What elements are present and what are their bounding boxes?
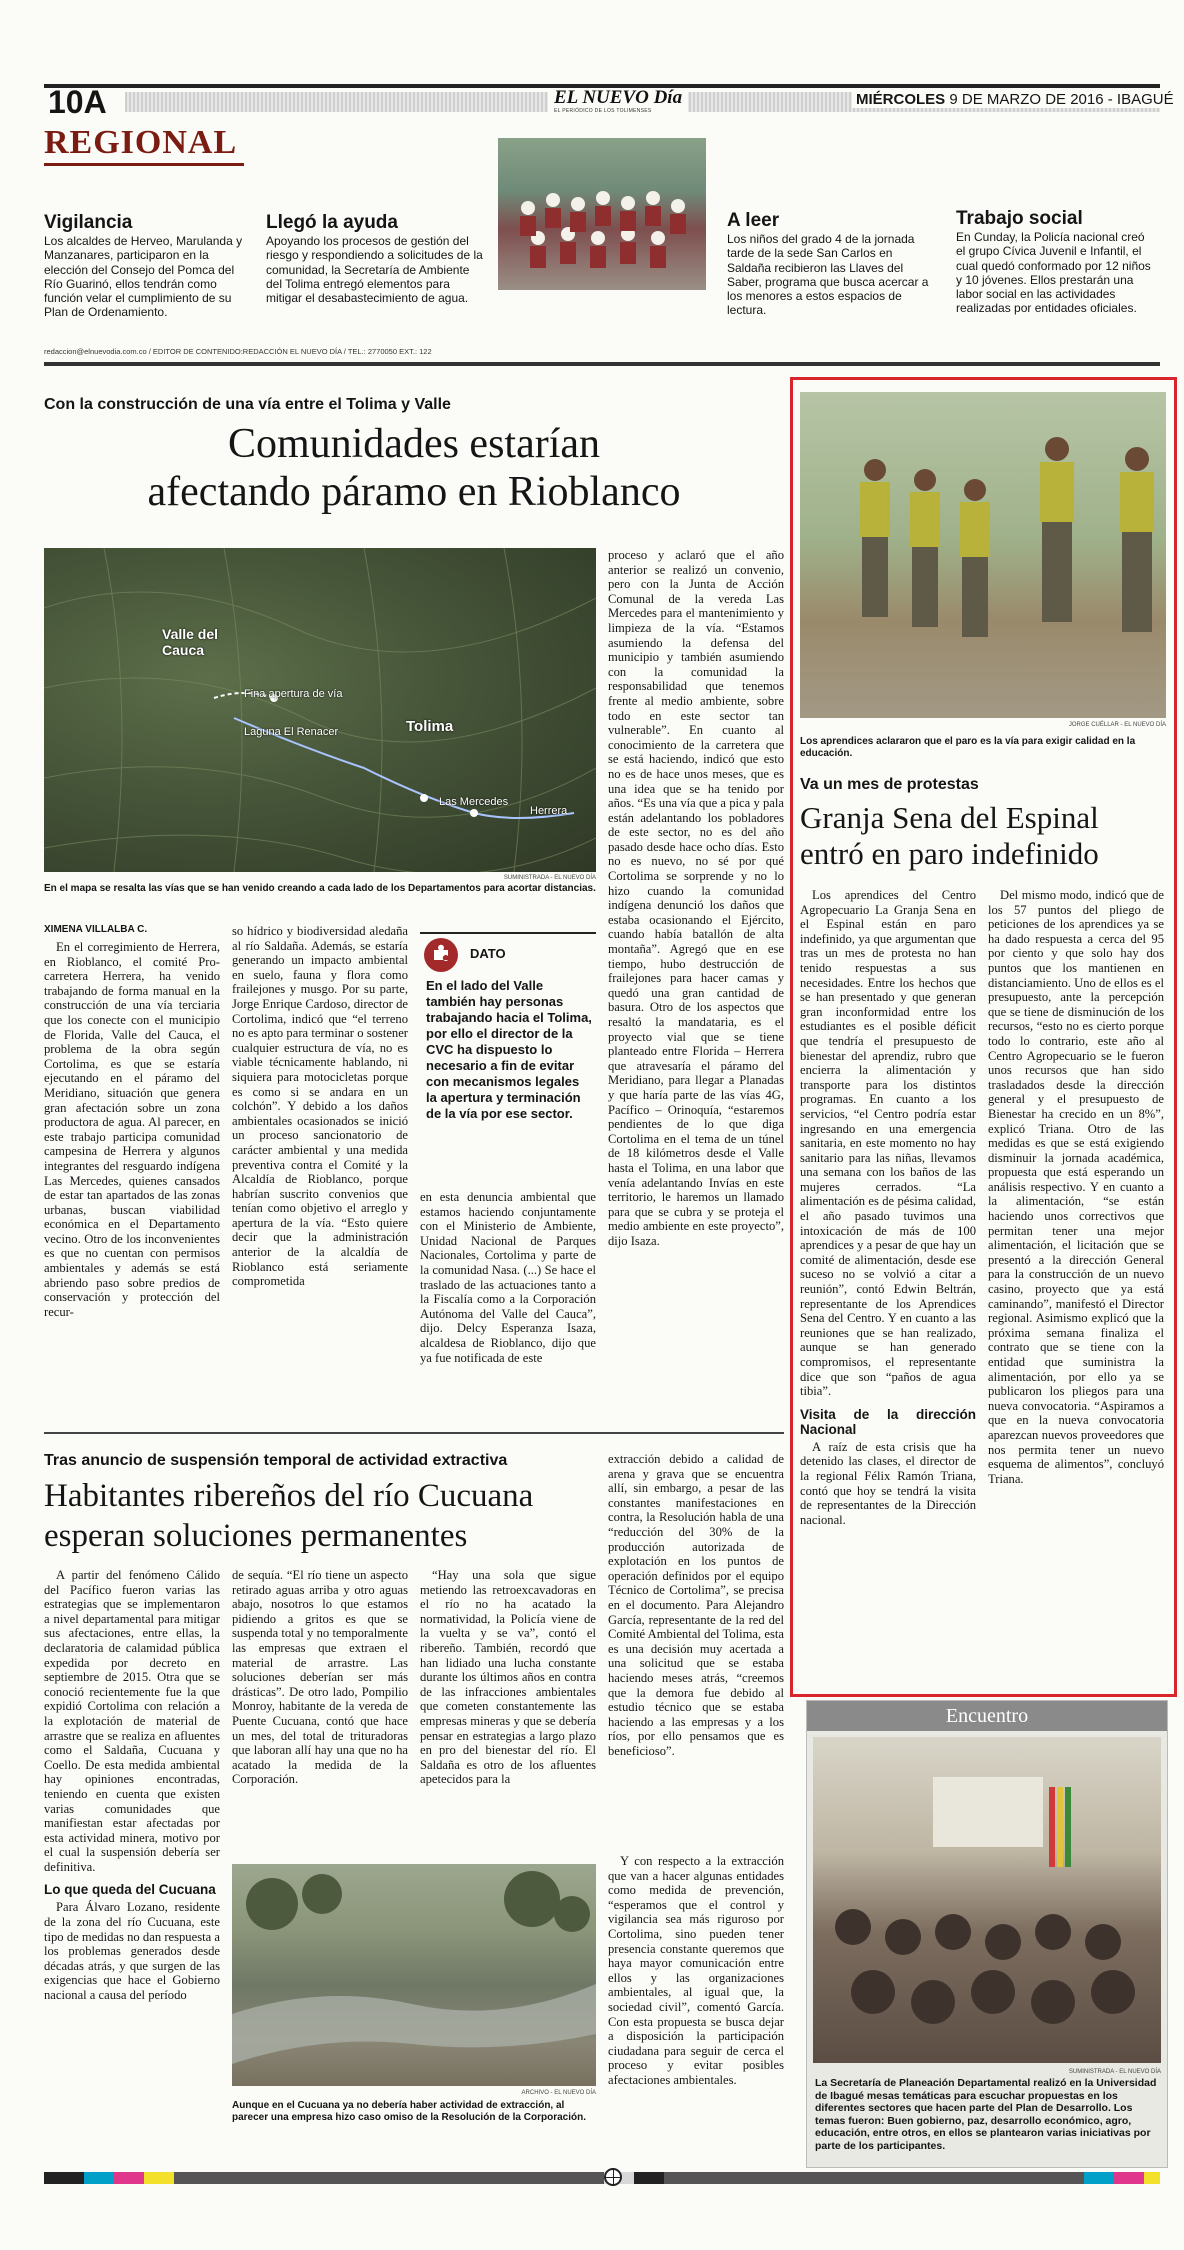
article1-col4-text: proceso y aclaró que el año anterior se realizó un convenio, pero con la Junta de Acción Comunal de la vereda Las Mercedes para el mantenimiento y limpieza de la vía. “Estamos asumiendo la defensa del municipio y también asumiendo con la comunidad la responsabilidad que tenemos frente al medio ambiente, sobre todo en este sector tan vulnerable”. En cuanto al conocimiento de la carretera que se está haciendo, indicó que esto no es de hace unos meses, que es una idea que se ha tenido por años. “Es una vía que a pica y pala están adelantando los pobladores de este sector, no es del año pasado desde hace ocho días. Esto no es nuevo, no sé por qué Cortolima se sorprende y no lo hizo cuando la comunidad indígena denunció los daños que estaba ocasionando el Ejército, cuando había batallón de alta montaña”. Agregó que en ese tiempo, hubo destrucción de frailejones para hacer camas y quedó una gran cantidad de basura. Otro de los aspectos que resaltó la mandataria, es el proyecto vial que se tiene planteado entre Florida – Herrera que atravesaría el páramo del Meridiano, para llegar a Planadas y que haría parte de las vías 4G, Pacífico – Orinoquía, “estaremos pendientes de lo que diga Cortolima en el tema de un túnel de 18 kilómetros desde el Valle hasta el Tolima, en una labor que venía adelantando Invías en este territorio, le haremos un llamado para que se cubra y se proteja el medio ambiente en este proyecto”, dijo Isaza. — [608, 548, 784, 1248]
map-label-mercedes: Las Mercedes — [439, 796, 509, 808]
header-bottom-rule — [44, 362, 1160, 366]
children-group-photo — [498, 138, 706, 290]
map-label-tolima: Tolima — [406, 718, 454, 735]
article3-kicker: Tras anuncio de suspensión temporal de actividad extractiva — [44, 1452, 508, 1469]
river-photo-caption: Aunque en el Cucuana ya no debería haber actividad de extracción, al parecer una empresa hizo caso omiso de la Resolución de la Corporación. — [232, 2100, 586, 2123]
encuentro-box — [806, 1700, 1168, 2168]
article1-column-3 — [420, 1190, 596, 1367]
article3-column-1 — [44, 1568, 220, 2005]
article1-kicker: Con la construcción de una vía entre el Tolima y Valle — [44, 396, 451, 413]
article1-headline-line2: afectando páramo en Rioblanco — [147, 469, 681, 515]
article1-col3-text: en esta denuncia ambiental que estamos haciendo conjuntamente con el Ministerio de Ambiente, Unidad Nacional de Parques Nacionales, Cortolima y parte de la comunidad Nasa. (...) Se hace el traslado de las actuaciones tanto a la Fiscalía como a la Corporación Autónoma del Valle del Cauca”, dijo. Delcy Esperanza Isaza, alcaldesa de Rioblanco, dijo que ya fue notificada de este — [420, 1190, 596, 1365]
article1-col1-text: En el corregimiento de Herrera, en Rioblanco, el comité Pro-carretera Herrera, ha venido trabajando de forma manual en la construcción de una vía terciaria que los conecte con el municipio de Florida, Valle del Cauca, el problema de la obra según Cortolima, es que se estaría ejecutando en el páramo del Meridiano, situación que genera gran afectación sobre un zona productora de agua. Al parecer, en este trabajo participa comunidad campesina de Herrera y algunos integrantes del resguardo indígena Las Mercedes, quienes cansados de estar tan apartados de las zonas urbanas, buscan viabilidad económica en el Departamento vecino. Otro de los inconvenientes es que no cuentan con permisos ambientales y además se está abriendo paso sobre predios de conservación y protección del recur- — [44, 940, 220, 1319]
map-label-herrera: Herrera — [530, 805, 568, 817]
article2-column-2 — [988, 888, 1164, 1488]
article3-col3-text: “Hay una sola que sigue metiendo las retroexcavadoras en el río no ha acatado la normatividad, la Policía viene de la vuelta y se va”, contó el ribereño. También, recordó que han lidiado una lucha constante durante los últimos años en contra de las infracciones ambientales que cometen constantemente las empresas mineras y que se debería pensar en estrategias a largo plazo en pro del bienestar del río. El Saldaña es otro de los afluentes apetecidos para la — [420, 1568, 596, 1787]
students-photo-caption: Los aprendices aclararon que el paro es la vía para exigir calidad en la educación. — [800, 736, 1136, 759]
brief-llego-la-ayuda — [266, 212, 486, 305]
dato-title: DATO — [470, 946, 506, 961]
brief-title: A leer — [727, 210, 780, 231]
registration-mark-icon — [604, 2168, 622, 2186]
article2-col1-text: Los aprendices del Centro Agropecuario La Granja Sena en el Espinal están en paro indefinido, ya que argumentan que tras un mes de protesta no han tenido respuestas a sus necesidades. Entre los hechos que se han presentado y que generan gran inconformidad entre los estudiantes es el posible déficit que tendría el presupuesto de bienestar del aprendiz, rubro que encierra la alimentación y transporte para los distintos programas. En cuanto a los servicios, “el Centro podría estar ingresando en una emergencia sanitaria, en este momento no hay sanitario para las niñas, llevamos una semana con los baños de las mujeres cerrados. “La alimentación es de pésima calidad, el año pasado tuvimos una intoxicación de más de 100 aprendices y a pesar de que hay un comité de alimentación, desde ese suceso no se volvió a citar a reunión”, contó Edwin Beltrán, representante de los Aprendices Sena del Centro. Y en cuanto a las reuniones que se han realizado, aunque se han generado compromisos, el representante dice que son “paños de agua tibia”. — [800, 888, 976, 1399]
brief-text: Los alcaldes de Herveo, Marulanda y Manzanares, participaron en la elección del Consejo del Pomca del Río Guarinó, ellos tendrán como función velar el cumplimiento de su Plan de Ordenamiento. — [44, 234, 243, 320]
issue-date — [852, 91, 1178, 108]
section-title: REGIONAL — [44, 124, 238, 161]
brief-title: Llegó la ayuda — [266, 212, 398, 233]
brief-title: Trabajo social — [956, 208, 1083, 229]
brief-trabajo-social — [956, 208, 1156, 316]
map-caption: En el mapa se resalta las vías que se han venido creando a cada lado de los Departamentos para acortar distancias. — [44, 883, 596, 894]
dato-text: En el lado del Valle también hay personas trabajando hacia el Tolima, por ello el director de la CVC ha dispuesto lo necesario a fin de evitar con mecanismos legales la apertura y terminación de la vía por ese sector. — [426, 978, 592, 1121]
section-title-underline — [44, 163, 244, 166]
article3-column-4 — [608, 1452, 784, 1760]
encuentro-credit: SUMINISTRADA - EL NUEVO DÍA — [1068, 2069, 1161, 2075]
logo-text: EL NUEVO Día — [554, 87, 683, 108]
article3-column-2 — [232, 1568, 408, 1789]
brief-text: En Cunday, la Policía nacional creó el grupo Cívica Juvenil e Infantil, el cual quedó conformado por 12 niños y 10 jóvenes. Ellos prestarán una labor social en las actividades realizadas por entidades oficiales. — [956, 230, 1151, 316]
article1-column-2 — [232, 924, 408, 1291]
page-number: 10A — [48, 84, 107, 120]
article3-column-5 — [608, 1854, 784, 2090]
article2-headline-line1: Granja Sena del Espinal — [800, 800, 1099, 835]
article2-column-1 — [800, 888, 976, 1529]
article3-headline-line1: Habitantes ribereños del río Cucuana — [44, 1478, 534, 1514]
river-photo-credit: ARCHIVO - EL NUEVO DÍA — [521, 2090, 596, 2096]
article1-headline — [44, 420, 784, 516]
article1-headline-line1: Comunidades estarían — [227, 421, 601, 467]
brief-vigilancia — [44, 212, 249, 320]
article3-col4-text: extracción debido a calidad de arena y grava que se encuentra allí, sin embargo, a pesar de las constantes manifestaciones en contra, la Resolución habla de una “reducción del 30% de la producción autorizada de explotación en los puntos de operación definidos por el equipo Técnico de Cortolima”, se precisa en el documento. Para Alejandro García, representante de la red del Comité Ambiental del Tolima, esta es una decisión muy acertada a una solicitud que se estaba haciendo meses atrás, “creemos que la demora fue debido al estudio técnico que se estaba haciendo a las empresas y a los ríos, por ello pensamos que es beneficioso”. — [608, 1452, 784, 1758]
river-graphics — [232, 1864, 596, 2086]
children-figures — [498, 138, 706, 290]
article3-col1-text: A partir del fenómeno Cálido del Pacífico fueron varias las estrategias que se implementaron a nivel departamental para mitigar sus afectaciones, entre ellas, la declaratoria de calamidad pública expedida por decreto en septiembre de 2015. Otra que se conoció recientemente fue la que expidió Cortolima con relación a la explotación de material de arrastre que se realiza en afluentes como el Saldaña, Cucuana y Coello. De esta medida ambiental hay opiniones encontradas, teniendo en cuenta que existen varias comunidades que manifiestan estar afectadas por esta actividad minera, motivo por el cual la suspensión debería ser definitiva. — [44, 1568, 220, 1874]
contact-line: redaccion@elnuevodia.com.co / EDITOR DE CONTENIDO:REDACCIÓN EL NUEVO DÍA / TEL.: 2770050 EXT.: 122 — [44, 347, 432, 356]
article2-col1b-text: A raíz de esta crisis que ha detenido las clases, el director de la regional Félix Ramón Triana, contó que hoy se tendrá la visita de representantes de la Dirección nacional. — [800, 1439, 976, 1527]
map-credit: SUMINISTRADA - EL NUEVO DÍA — [503, 875, 596, 881]
map-label-valle: Valle del Cauca — [162, 626, 219, 658]
conference-photo — [813, 1737, 1161, 2063]
article3-col5-text: Y con respecto a la extracción que van a hacer algunas entidades como medida de prevención, “esperamos que el control y vigilancia sea más riguroso por Cortolima, sino pueden tener presencia constante queremos que haya mayor comunicación entre ellos y las organizaciones ambientales, al igual que, la sociedad civil”, comentó García. Con esta propuesta se busca dejar a disposición la participación ciudadana para seguir de cerca el proceso y evitar posibles afectaciones ambientales. — [608, 1854, 784, 2087]
map-label-laguna: Laguna El Renacer — [244, 726, 339, 738]
logo-tagline: EL PERIÓDICO DE LOS TOLIMENSES — [554, 108, 652, 114]
students-photo-credit: JORGE CUÉLLAR - EL NUEVO DÍA — [1068, 722, 1166, 728]
article1-column-1 — [44, 940, 220, 1321]
article1-bottom-rule — [44, 1432, 784, 1434]
article2-kicker: Va un mes de protestas — [800, 776, 979, 793]
dato-icon — [424, 938, 458, 972]
issue-day: MIÉRCOLES — [856, 91, 946, 108]
encuentro-title: Encuentro — [807, 1701, 1167, 1731]
map-graphics — [44, 548, 596, 872]
article1-byline: XIMENA VILLALBA C. — [44, 924, 148, 935]
encuentro-caption: La Secretaría de Planeación Departamental realizó en la Universidad de Ibagué mesas temáticas para escuchar propuestas en los diferentes sectores que hacen parte del Plan de Desarrollo. Los temas fueron: Buen gobierno, paz, desarrollo económico, agro, educación, entre otros, en ellos se plantearon varias iniciativas por parte de los participantes. — [815, 2077, 1157, 2152]
newspaper-logo — [548, 88, 688, 114]
cucuana-river-photo — [232, 1864, 596, 2086]
article2-subhead: Visita de la dirección Nacional — [800, 1406, 976, 1437]
article2-col2-text: Del mismo modo, indicó que de los 57 puntos del pliego de peticiones de los aprendices ya se ha dado respuesta a cerca del 95 por ciento y que solo hay dos puntos que los mantienen en distanciamiento. Uno de ellos es el presupuesto, ante la percepción que se tiene de disminución de los recursos, “esto no es cierto porque todo lo contrario, este año al Centro Agropecuario se le fueron unos recursos que han sido trasladados desde la dirección general y el presupuesto de Bienestar ha crecido en un 8%”, explicó Triana. Otro de las medidas es que se está exigiendo disminuir la jornada académica, propuesta que está esperando un análisis respectivo. Y en cuanto a la alimentación, “se están haciendo unos correctivos que permitan tener una mejor alimentación, el licitación que se presentó a la dirección General para la construcción de un nuevo casino, proyecto que ya está caminando”, manifestó el Director regional. Asimismo explicó que la próxima semana finaliza el contrato que se tiene con la entidad que suministra la alimentación, por ello ya se publicaron los pliegos para una nueva convocatoria. “Aspiramos a que en la nueva convocatoria aparezcan nuevos proveedores que nos permita tener un nuevo esquema de alimentos”, concluyó Triana. — [988, 888, 1164, 1486]
brief-a-leer — [727, 210, 937, 318]
footer-color-strip — [44, 2172, 1160, 2184]
issue-date-text: 9 DE MARZO DE 2016 - IBAGUÉ — [949, 91, 1174, 108]
article3-subhead: Lo que queda del Cucuana — [44, 1882, 216, 1898]
students-walking-photo — [800, 392, 1166, 718]
article3-col1b-text: Para Álvaro Lozano, residente de la zona del río Cucuana, este tipo de medidas no dan respuesta a los problemas generados desde décadas atrás, y que surgen de las exigencias que hace el Gobierno nacional a causa del período — [44, 1900, 220, 2003]
brief-title: Vigilancia — [44, 212, 133, 233]
brief-text: Los niños del grado 4 de la jornada tarde de la sede San Carlos en Saldaña recibieron las Llaves del Saber, programa que busca acercar a los menores a estos espacios de lectura. — [727, 232, 929, 318]
article3-column-3 — [420, 1568, 596, 1789]
students-figures — [800, 392, 1166, 718]
rioblanco-map — [44, 548, 596, 872]
article2-headline — [800, 800, 1166, 872]
puzzle-icon — [424, 938, 458, 972]
article2-headline-line2: entró en paro indefinido — [800, 836, 1099, 871]
article3-headline-line2: esperan soluciones permanentes — [44, 1518, 468, 1554]
map-label-apertura: Fina apertura de vía — [244, 688, 343, 700]
conference-graphics — [813, 1737, 1161, 2063]
article1-col2-text: so hídrico y biodiversidad aledaña al río Saldaña. Además, se estaría generando un impacto ambiental en suelo, fauna y flora como frailejones y musgo. Por su parte, Jorge Enrique Cardoso, director de Cortolima, indicó que “el terreno no es apto para terminar o sostener cualquier estructura de vía, no es viable técnicamente hablando, ni siquiera para motocicletas porque es como si se andara en un colchón”. Y debido a los daños ambientales ocasionados se inició un proceso sancionatorio de carácter ambiental y una medida preventiva contra el Comité y la Alcaldía de Rioblanco, porque habrían suscrito convenios que tenían como objetivo el arreglo y apertura de la vía. “Esto quiere decir que la administración anterior de la alcaldía de Rioblanco está seriamente comprometida — [232, 924, 408, 1289]
article3-col2-text: de sequía. “El río tiene un aspecto retirado aguas arriba y otro aguas abajo, nosotros lo que estamos pidiendo a gritos es que se suspenda total y no temporalmente las empresas que extraen el material de arrastre. Las soluciones deberían ser más drásticas”. De otro lado, Pompilio Monroy, habitante de la vereda de Puente Cucuana, contó que hace un mes, del total de trituradoras que laboran allí hay una que no ha acatado la medida de la Corporación. — [232, 1568, 408, 1787]
brief-text: Apoyando los procesos de gestión del riesgo y respondiendo a solicitudes de la comunidad, la Secretaría de Ambiente del Tolima entregó elementos para mitigar el desabastecimiento de agua. — [266, 234, 483, 306]
article1-column-4 — [608, 548, 784, 1251]
dato-box — [420, 932, 596, 1186]
